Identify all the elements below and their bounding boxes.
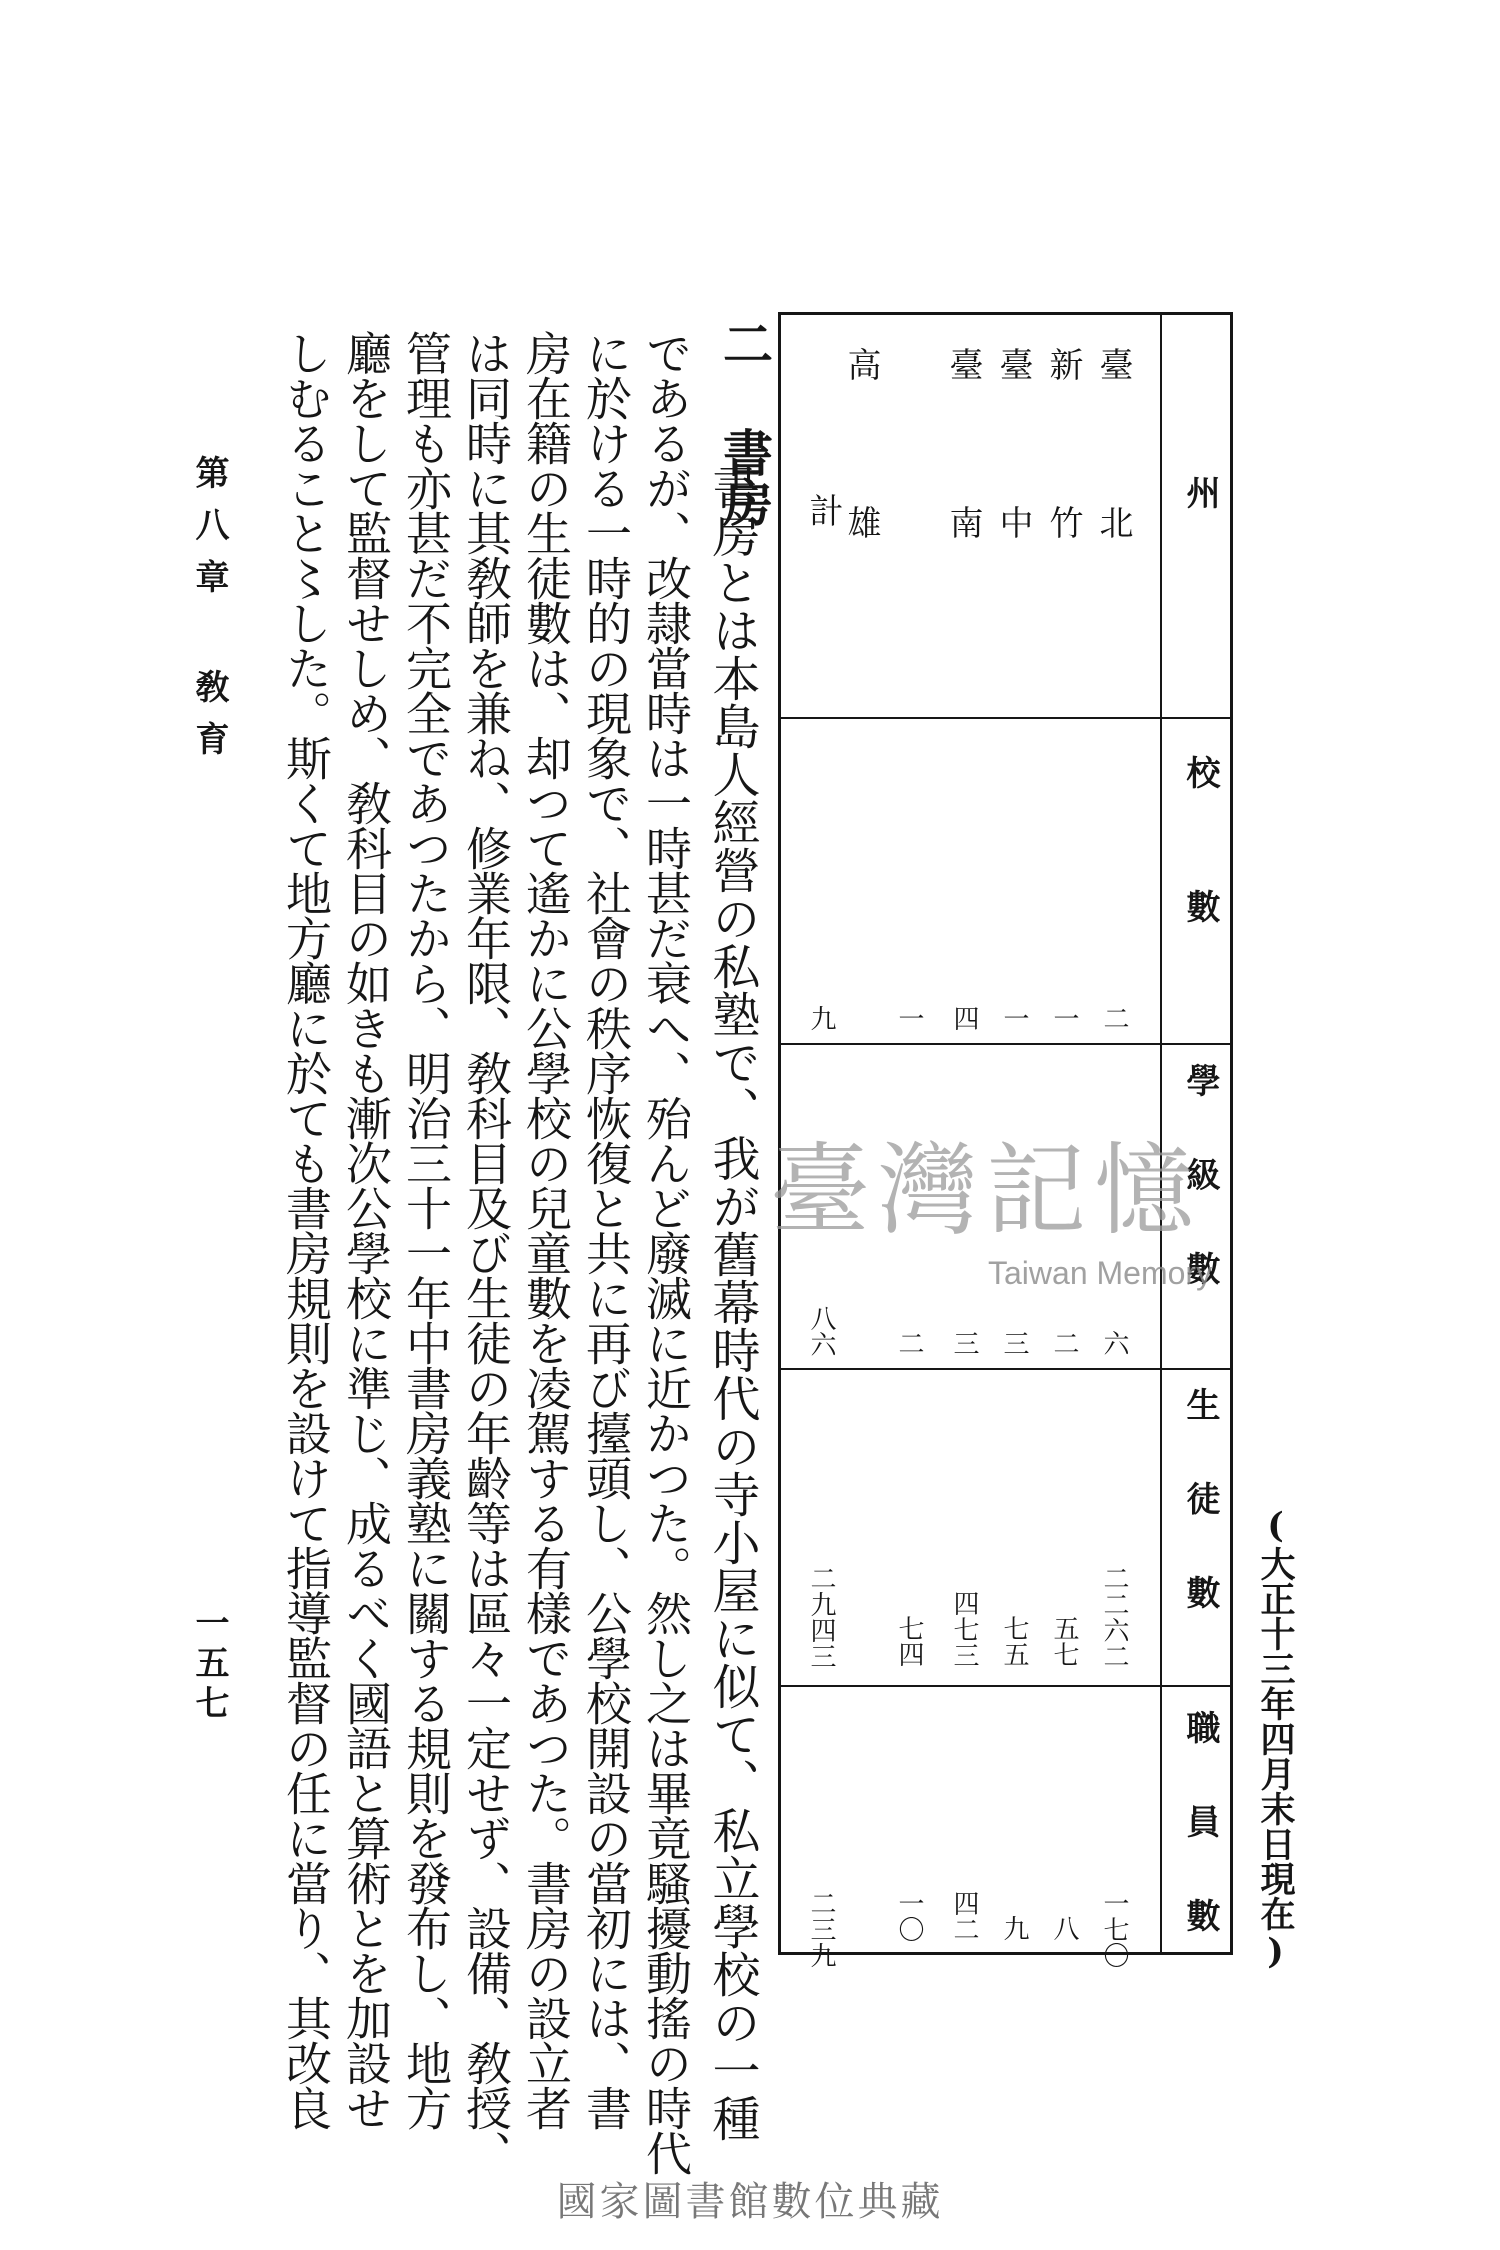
archive-credit: 國家圖書館數位典藏: [556, 2179, 944, 2225]
text-line-6: 管理も亦甚だ不完全であつたから、明治三十一年中書房義塾に關する規則を發布し、地方: [399, 330, 453, 2130]
row-hsinchu-name: 新竹: [1043, 347, 1083, 663]
text-line-3: に於ける一時的の現象で、社會の秩序恢復と共に再び擡頭し、公學校開設の當初には、書: [579, 330, 633, 2130]
total-students: 二九四三: [806, 1565, 836, 1669]
row-taipei-classes: 六: [1099, 1330, 1129, 1356]
header-district: 州: [1180, 475, 1220, 553]
page-number: 一五七: [189, 1605, 229, 1725]
row-hsinchu-students: 五七: [1049, 1615, 1079, 1667]
total-staff: 二三九: [806, 1890, 836, 1968]
watermark-logo-en: Taiwan Memory: [988, 1255, 1213, 1291]
header-students: 生徒數: [1180, 1387, 1220, 1669]
row-taipei-schools: 二: [1099, 1005, 1129, 1031]
row-taipei-name: 臺北: [1093, 347, 1133, 663]
watermark-logo: 臺灣記憶: [770, 1132, 1202, 1249]
row-taichung-schools: 一: [999, 1005, 1029, 1031]
chapter-running-head: 第八章 敎育: [189, 455, 229, 773]
row-tainan-students: 四七三: [949, 1590, 979, 1668]
row-taipei-staff: 一七〇: [1099, 1890, 1129, 1968]
total-classes: 八六: [806, 1305, 836, 1357]
header-schools: 校數: [1180, 755, 1220, 1023]
row-kaohsiung-name: 高雄: [841, 347, 881, 663]
date-note: (大正十三年四月末日現在): [1255, 1505, 1296, 1972]
text-line-7: 廳をして監督せしめ、敎科目の如きも漸次公學校に準じ、成るべく國語と算術とを加設せ: [339, 330, 393, 2130]
row-kaohsiung-schools: 一: [894, 1005, 924, 1031]
row-taichung-staff: 九: [999, 1915, 1029, 1941]
row-tainan-name: 臺南: [943, 347, 983, 663]
row-hsinchu-staff: 八: [1049, 1915, 1079, 1941]
row-total-label: 計: [803, 493, 843, 527]
row-taichung-students: 七五: [999, 1615, 1029, 1667]
text-line-2: であるが、改隷當時は一時甚だ衰へ、殆んど廢滅に近かつた。然し之は畢竟騷擾動搖の時代: [639, 330, 693, 2175]
text-line-8: しむること〻した。斯くて地方廳に於ても書房規則を設けて指導監督の任に當り、其改良: [279, 330, 333, 2130]
row-taipei-students: 二二六二: [1099, 1565, 1129, 1669]
text-line-5: は同時に其敎師を兼ね、修業年限、敎科目及び生徒の年齡等は區々一定せず、設備、敎授、: [459, 330, 513, 2175]
row-taichung-name: 臺中: [993, 347, 1033, 663]
row-kaohsiung-students: 七四: [894, 1615, 924, 1667]
row-hsinchu-schools: 一: [1049, 1005, 1079, 1031]
row-kaohsiung-staff: 一〇: [894, 1890, 924, 1942]
row-tainan-classes: 三: [949, 1330, 979, 1356]
row-tainan-schools: 四: [949, 1005, 979, 1031]
text-line-1: 書房とは本島人經營の私塾で、我が舊幕時代の寺小屋に似て、私立學校の一種: [704, 462, 760, 2142]
row-kaohsiung-classes: 二: [894, 1330, 924, 1356]
header-classes: 學級數: [1180, 1063, 1220, 1345]
row-hsinchu-classes: 二: [1049, 1330, 1079, 1356]
text-line-4: 房在籍の生徒數は、却つて遙かに公學校の兒童數を凌駕する有樣であつた。書房の設立者: [519, 330, 573, 2130]
row-taichung-classes: 三: [999, 1330, 1029, 1356]
row-tainan-staff: 四二: [949, 1890, 979, 1942]
total-schools: 九: [806, 1005, 836, 1031]
section-heading: 二 書房: [715, 318, 774, 527]
header-staff: 職員數: [1180, 1710, 1220, 1992]
